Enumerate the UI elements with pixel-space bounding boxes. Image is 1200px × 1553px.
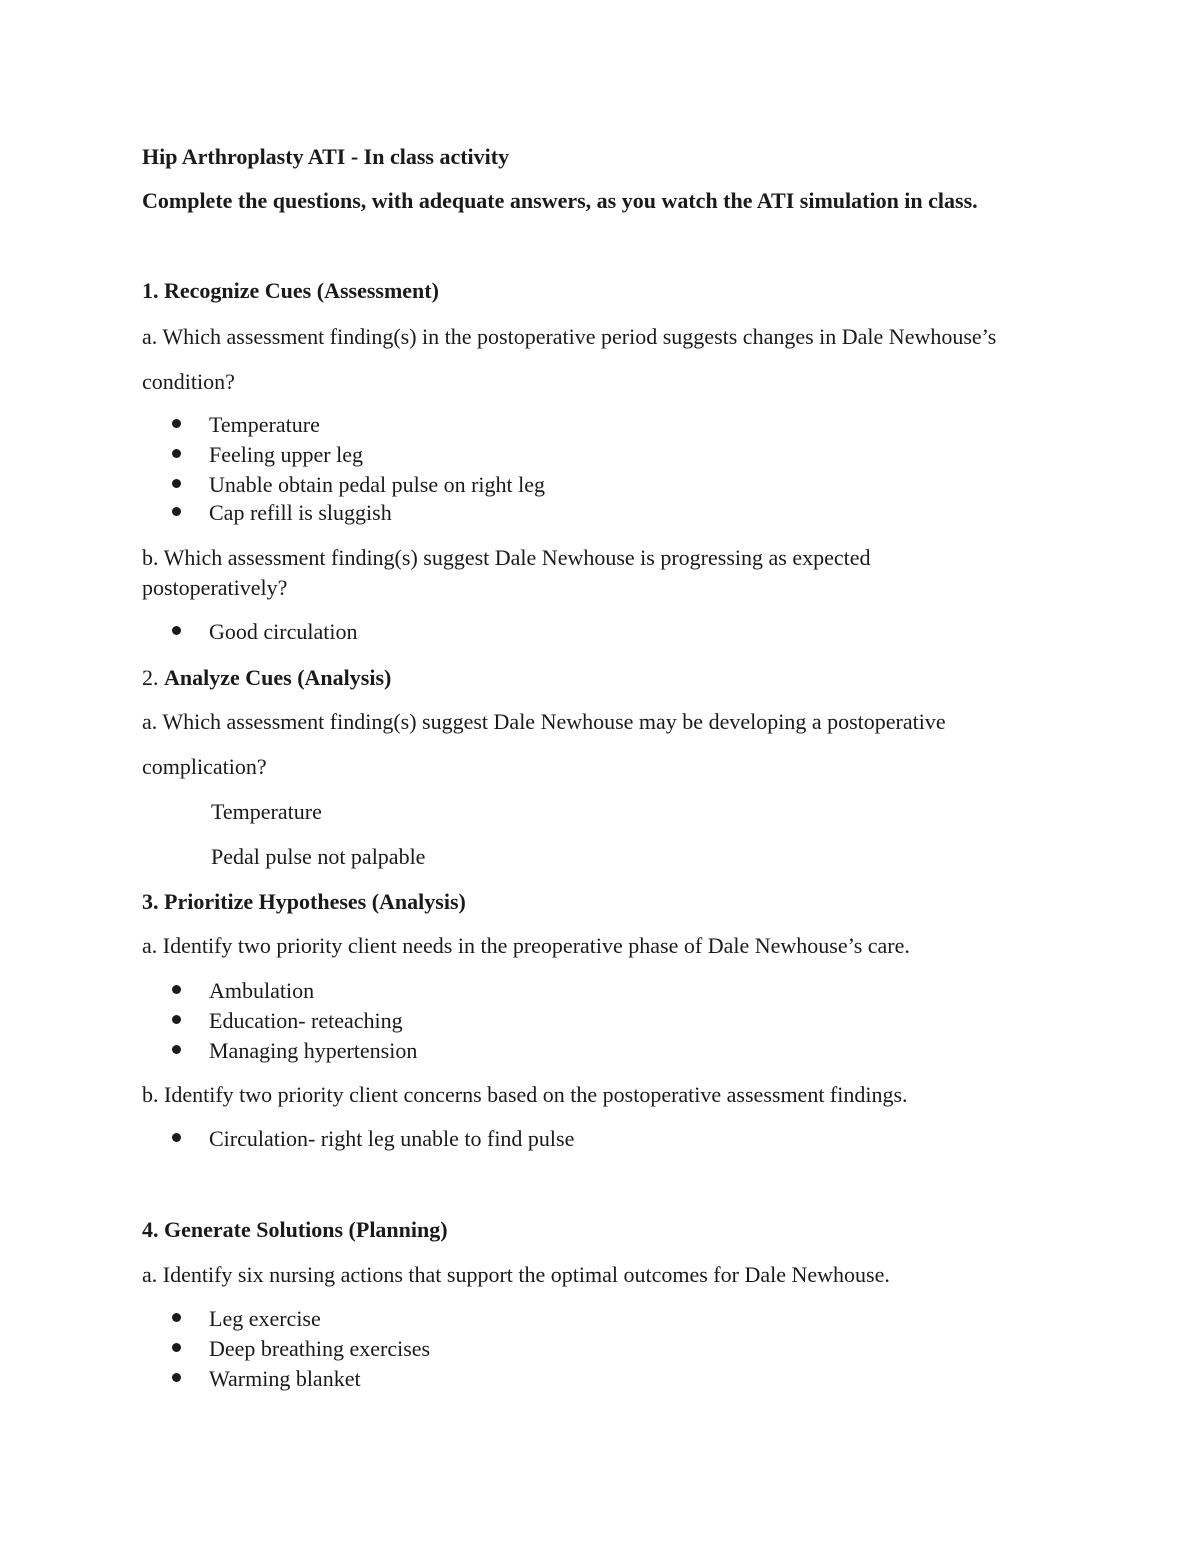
list-item-text: Unable obtain pedal pulse on right leg xyxy=(209,472,546,497)
section-1-heading: 1. Recognize Cues (Assessment) xyxy=(142,278,439,303)
section-3-question-a: a. Identify two priority client needs in the preoperative phase of Dale Newhouse’s care. xyxy=(142,933,910,958)
list-item xyxy=(172,414,320,436)
list-item-text: Ambulation xyxy=(209,978,315,1003)
bullet-icon xyxy=(172,419,181,428)
list-item xyxy=(172,1308,321,1330)
list-item-text: Cap refill is sluggish xyxy=(209,500,392,525)
bullet-icon xyxy=(172,479,181,488)
section-1-question-b-line-2: postoperatively? xyxy=(142,575,288,600)
section-1-question-b-line-1: b. Which assessment finding(s) suggest Dale Newhouse is progressing as expected xyxy=(142,545,871,570)
section-4-question-a: a. Identify six nursing actions that support the optimal outcomes for Dale Newhouse. xyxy=(142,1262,890,1287)
bullet-icon xyxy=(172,985,181,994)
list-item xyxy=(172,474,545,496)
section-1-question-a-line-1: a. Which assessment finding(s) in the postoperative period suggests changes in Dale Newhouse’s xyxy=(142,324,997,349)
indented-answer: Temperature xyxy=(211,799,322,824)
section-2-number: 2. xyxy=(142,665,159,690)
list-item-text: Education- reteaching xyxy=(209,1008,403,1033)
section-3-question-b: b. Identify two priority client concerns based on the postoperative assessment findings. xyxy=(142,1082,908,1107)
list-item xyxy=(172,1040,417,1062)
list-item xyxy=(172,1128,574,1150)
section-4-heading: 4. Generate Solutions (Planning) xyxy=(142,1217,448,1242)
bullet-icon xyxy=(172,626,181,635)
list-item xyxy=(172,980,314,1002)
list-item-text: Circulation- right leg unable to find pulse xyxy=(209,1126,575,1151)
list-item-text: Good circulation xyxy=(209,619,358,644)
list-item xyxy=(172,1010,403,1032)
section-1-question-a-line-2: condition? xyxy=(142,369,235,394)
document-instructions: Complete the questions, with adequate answers, as you watch the ATI simulation in class. xyxy=(142,188,978,213)
bullet-icon xyxy=(172,1373,181,1382)
bullet-icon xyxy=(172,1343,181,1352)
section-2-heading xyxy=(142,667,391,689)
bullet-icon xyxy=(172,1313,181,1322)
list-item-text: Leg exercise xyxy=(209,1306,321,1331)
list-item-text: Temperature xyxy=(209,412,320,437)
bullet-icon xyxy=(172,449,181,458)
bullet-icon xyxy=(172,1015,181,1024)
list-item xyxy=(172,502,392,524)
bullet-icon xyxy=(172,1045,181,1054)
list-item xyxy=(172,444,363,466)
list-item-text: Warming blanket xyxy=(209,1366,361,1391)
section-2-title: Analyze Cues (Analysis) xyxy=(164,665,392,690)
list-item xyxy=(172,621,357,643)
section-3-heading: 3. Prioritize Hypotheses (Analysis) xyxy=(142,889,466,914)
section-2-question-a-line-2: complication? xyxy=(142,754,267,779)
list-item-text: Managing hypertension xyxy=(209,1038,418,1063)
list-item-text: Deep breathing exercises xyxy=(209,1336,431,1361)
document-title: Hip Arthroplasty ATI - In class activity xyxy=(142,144,510,169)
section-2-question-a-line-1: a. Which assessment finding(s) suggest Dale Newhouse may be developing a postoperative xyxy=(142,709,946,734)
bullet-icon xyxy=(172,1133,181,1142)
list-item-text: Feeling upper leg xyxy=(209,442,363,467)
list-item xyxy=(172,1338,430,1360)
list-item xyxy=(172,1368,361,1390)
indented-answer: Pedal pulse not palpable xyxy=(211,844,426,869)
bullet-icon xyxy=(172,507,181,516)
